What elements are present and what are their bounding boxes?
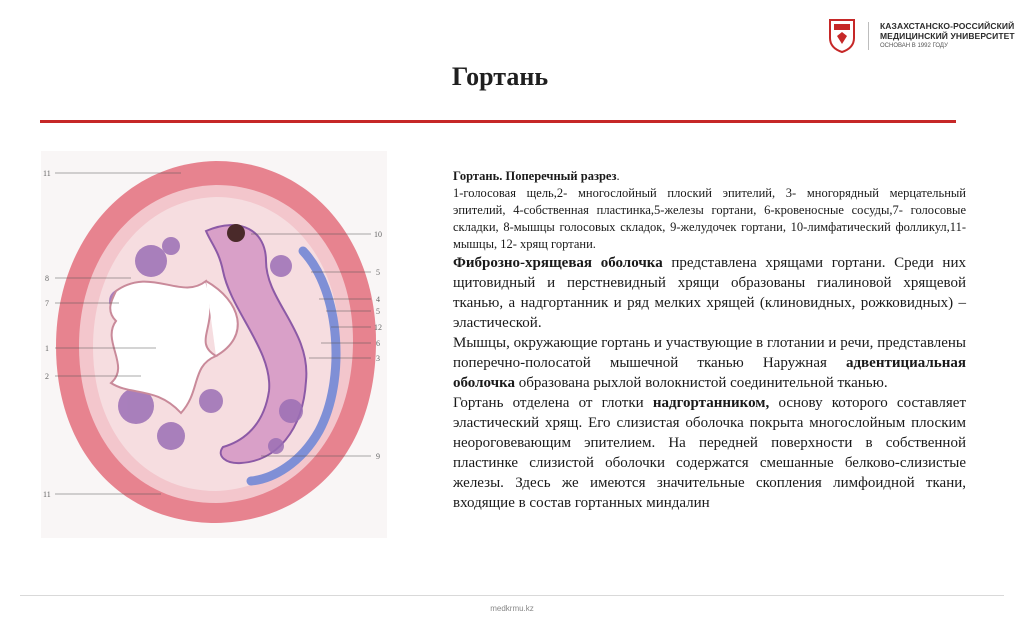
logo-line-3: ОСНОВАН В 1992 ГОДУ bbox=[880, 43, 948, 49]
footer-divider bbox=[20, 595, 1004, 596]
logo-line-1: КАЗАХСТАНСКО-РОССИЙСКИЙ bbox=[880, 21, 1015, 31]
figure-label: 9 bbox=[376, 452, 380, 461]
figure-caption bbox=[453, 168, 966, 253]
figure-label: 6 bbox=[376, 339, 380, 348]
logo-text bbox=[880, 21, 1015, 51]
paragraph-2-text-end: образована рыхлой волокнистой соединительной тканью. bbox=[515, 375, 888, 391]
logo-line-2: МЕДИЦИНСКИЙ УНИВЕРСИТЕТ bbox=[880, 31, 1015, 41]
figure-label: 11 bbox=[43, 490, 51, 499]
page-title: Гортань bbox=[451, 62, 549, 91]
content-text-block bbox=[453, 168, 966, 513]
logo-separator bbox=[868, 22, 869, 50]
figure-label: 11 bbox=[43, 169, 51, 178]
figure-label: 5 bbox=[376, 307, 380, 316]
caption-title: Гортань. Поперечный разрез bbox=[453, 169, 617, 183]
footer-website: medkrmu.kz bbox=[490, 604, 534, 613]
caption-text: 1-голосовая щель,2- многослойный плоский эпителий, 3- многорядный мерцательный эпителий, 4-собственная пластинка,5-железы гортани, 6-кровеносные сосуды,7- голосовые складки, 8-мышцы голосовых складок, 9-желудочек гортани, 10-лимфатический фолликул,11-мышцы, 12- хрящ гортани. bbox=[453, 186, 966, 251]
paragraph-2 bbox=[453, 333, 966, 393]
figure-label: 3 bbox=[376, 354, 380, 363]
paragraph-1 bbox=[453, 253, 966, 333]
figure-label: 1 bbox=[45, 344, 49, 353]
paragraph-1-text: представлена хрящами гортани. Среди них щитовидный и перстневидный хрящи образованы гиалиновой хрящевой тканью, а надгортанник и ряд мелких хрящей (клиновидных, рожковидных) – эластической. bbox=[453, 255, 966, 331]
figure-label: 10 bbox=[374, 230, 382, 239]
figure-label: 4 bbox=[376, 295, 380, 304]
figure-label: 5 bbox=[376, 268, 380, 277]
paragraph-3-term: надгортанником, bbox=[652, 395, 770, 411]
lymphatic-follicle bbox=[227, 224, 245, 242]
title-underline bbox=[40, 120, 956, 123]
university-logo bbox=[828, 18, 1015, 58]
shield-icon bbox=[828, 18, 856, 54]
larynx-illustration bbox=[41, 151, 387, 538]
figure-label: 2 bbox=[45, 372, 49, 381]
larynx-cross-section-figure bbox=[41, 151, 387, 538]
paragraph-2-text: Мышцы, окружающие гортань и участвующие в глотании и речи, представлены поперечно-полосатой мышечной тканью Наружная bbox=[453, 335, 966, 371]
paragraph-3 bbox=[453, 393, 966, 513]
figure-label: 7 bbox=[45, 299, 49, 308]
paragraph-1-term: Фиброзно-хрящевая оболочка bbox=[453, 255, 663, 271]
paragraph-2-term: адвентициальная оболочка bbox=[453, 355, 966, 391]
paragraph-3-text: Гортань отделена от глотки bbox=[453, 395, 653, 411]
figure-label: 12 bbox=[374, 323, 382, 332]
paragraph-3-text-end: основу которого составляет эластический хрящ. Его слизистая оболочка покрыта многослойным плоским неороговевающим эпителием. На передней поверхности в собственной пластинке слизистой оболочки содержатся смешанные белково-слизистые железы. Здесь же имеются значительные скопления лимфоидной ткани, входящие в состав гортанных миндалин bbox=[453, 395, 966, 511]
caption-title-end: . bbox=[616, 169, 620, 183]
figure-label: 8 bbox=[45, 274, 49, 283]
